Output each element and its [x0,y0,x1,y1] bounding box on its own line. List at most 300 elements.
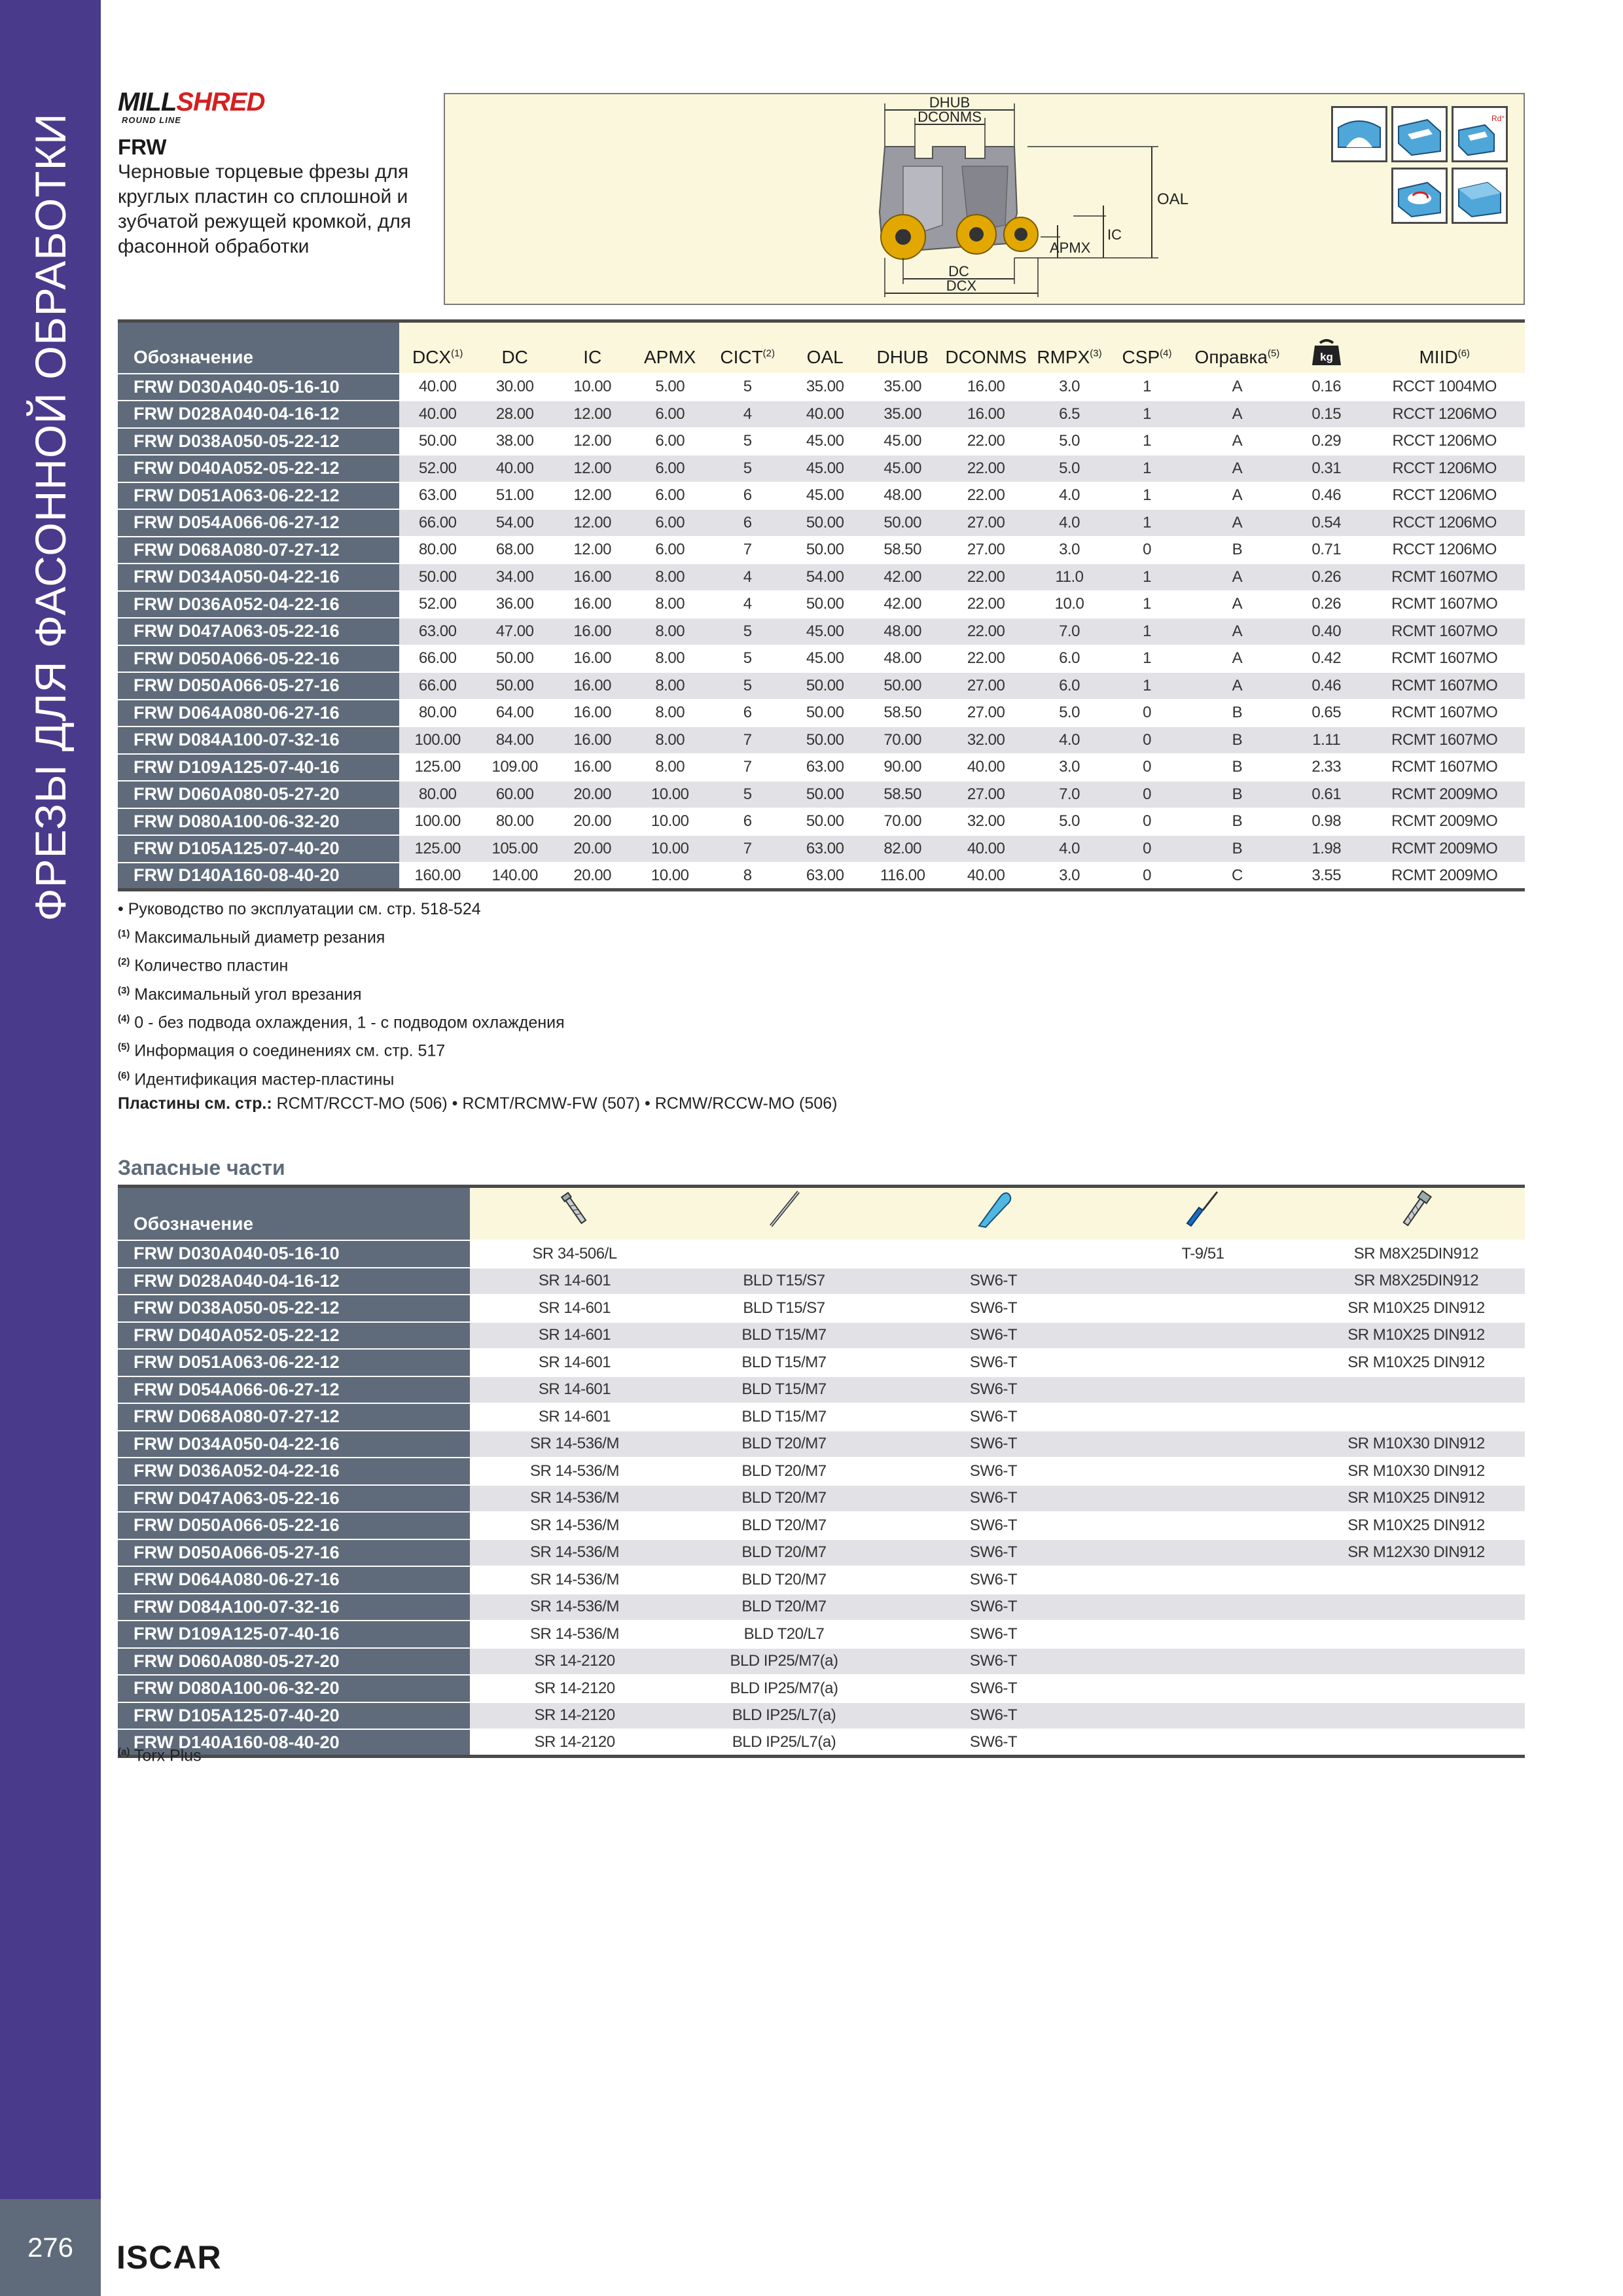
table-cell: 125.00 [399,754,476,781]
table-cell: 5 [709,781,787,808]
millshred-logo: MILLSHRED ROUND LINE [118,88,265,125]
table-cell: 8.00 [631,754,709,781]
table-cell: 50.00 [786,700,864,727]
table-cell: 52.00 [399,591,476,619]
table-cell: 0 [1108,754,1186,781]
dconms-label: DCONMS [918,109,982,125]
table-cell: 7 [709,537,787,564]
table-cell: 22.00 [941,645,1030,673]
table-cell: 4.0 [1031,726,1109,754]
table-cell: 20.00 [554,808,632,836]
row-designation: FRW D051A063-06-22-12 [118,1349,470,1376]
table-cell: 2.33 [1289,754,1364,781]
table-cell: 27.00 [941,537,1030,564]
table-cell: B [1186,808,1289,836]
table-cell: BLD T15/M7 [679,1403,889,1431]
table-cell: 116.00 [864,863,942,890]
table-cell: 20.00 [554,863,632,890]
table-cell: 27.00 [941,509,1030,537]
table-cell: 12.00 [554,537,632,564]
table-cell: BLD T20/M7 [679,1458,889,1485]
table-cell: RCMT 1607MO [1364,564,1525,591]
table-cell: 0.65 [1289,700,1364,727]
table-cell: 50.00 [476,672,554,700]
table-cell: 0 [1108,726,1186,754]
table-cell: 1 [1108,618,1186,645]
header-rmpx: RMPX$^{(3)}$ [1031,321,1109,374]
table-row [118,1485,1525,1513]
table-row [118,1268,1525,1295]
table-cell: 36.00 [476,591,554,619]
table-cell: 58.50 [864,781,942,808]
table-cell: SW6-T [889,1512,1098,1539]
table-cell: RCMT 2009MO [1364,863,1525,890]
table-cell: 22.00 [941,564,1030,591]
table-cell: 45.00 [864,428,942,456]
table-cell: 16.00 [554,591,632,619]
table-cell: 1 [1108,509,1186,537]
table-row [118,537,1525,564]
oal-label: OAL [1157,190,1189,208]
row-designation: FRW D068A080-07-27-12 [118,1403,470,1431]
note-line: $^{(3)}$ Максимальный угол врезания [118,984,362,1003]
table-row [118,1240,1525,1268]
insert-screw-icon [470,1187,679,1241]
table-cell: BLD T20/M7 [679,1539,889,1567]
table-cell: 10.00 [554,374,632,401]
torx-key-icon [679,1187,889,1241]
table-row [118,835,1525,863]
table-cell: 6.00 [631,455,709,482]
table-cell: 70.00 [864,808,942,836]
table-cell: 35.00 [864,374,942,401]
table-cell: 6.0 [1031,645,1109,673]
slot-machining-icon [1391,106,1448,162]
table-cell: BLD T20/M7 [679,1594,889,1621]
table-cell: SW6-T [889,1349,1098,1376]
table-cell: RCMT 1607MO [1364,618,1525,645]
table-cell: SW6-T [889,1702,1098,1730]
table-cell: BLD IP25/L7(a) [679,1702,889,1730]
table-cell: 12.00 [554,401,632,428]
table-cell: RCMT 2009MO [1364,781,1525,808]
table-cell: 6 [709,808,787,836]
table-cell: 45.00 [786,618,864,645]
table-cell [1098,1512,1308,1539]
table-cell: 0.42 [1289,645,1364,673]
table-cell: SR 14-601 [470,1349,679,1376]
table-row [118,1376,1525,1404]
table-cell: 6.00 [631,537,709,564]
table-cell [1098,1376,1308,1404]
table-cell: 48.00 [864,645,942,673]
table-cell: 63.00 [786,754,864,781]
table-cell: RCMT 1607MO [1364,754,1525,781]
dhub-label: DHUB [929,94,971,111]
header-dc: DC [476,321,554,374]
table-cell [1098,1431,1308,1458]
table-cell: 10.00 [631,863,709,890]
table-cell [1308,1403,1525,1431]
table-cell: 40.00 [399,401,476,428]
table-cell: 16.00 [941,374,1030,401]
table-cell: 50.00 [399,564,476,591]
table-cell: 6.00 [631,482,709,510]
screwdriver-icon [1098,1187,1308,1241]
table-cell: SW6-T [889,1485,1098,1513]
weight-icon [1289,321,1364,374]
table-cell: 3.0 [1031,537,1109,564]
table-cell: SR 14-536/M [470,1539,679,1567]
table-cell: 8.00 [631,591,709,619]
table-cell: 58.50 [864,700,942,727]
row-designation: FRW D080A100-06-32-20 [118,808,399,836]
table-cell: SR M8X25DIN912 [1308,1268,1525,1295]
table-cell: 4 [709,564,787,591]
table-cell: 8.00 [631,726,709,754]
table-cell: 6.0 [1031,672,1109,700]
table-cell: 52.00 [399,455,476,482]
table-cell: 16.00 [554,700,632,727]
table-cell: 10.00 [631,835,709,863]
table-cell: 63.00 [786,863,864,890]
table-cell: 22.00 [941,428,1030,456]
table-cell: 50.00 [864,672,942,700]
product-code: FRW [118,135,167,159]
table-cell: RCMT 1607MO [1364,591,1525,619]
table-cell: 8.00 [631,618,709,645]
table-cell: 3.0 [1031,863,1109,890]
row-designation: FRW D064A080-06-27-16 [118,1566,470,1594]
table-cell [1098,1458,1308,1485]
table-row [118,1594,1525,1621]
table-cell: A [1186,482,1289,510]
table-cell: RCMT 2009MO [1364,808,1525,836]
tool-drawing [444,93,1525,305]
table-cell: 8.00 [631,564,709,591]
header-cict: CICT$^{(2)}$ [709,321,787,374]
table-cell: SR 14-2120 [470,1729,679,1757]
table-cell [1098,1648,1308,1676]
table-cell: 50.00 [786,781,864,808]
note-line: $^{(2)}$ Количество пластин [118,956,289,975]
table-cell: 3.0 [1031,754,1109,781]
table-cell: 50.00 [786,808,864,836]
table-cell [1098,1539,1308,1567]
table-row [118,1729,1525,1757]
svg-text:Rd°: Rd° [1491,114,1505,123]
table-cell: RCMT 2009MO [1364,835,1525,863]
table-cell: 1.98 [1289,835,1364,863]
table-row [118,1322,1525,1350]
header-designation: Обозначение [118,321,399,374]
table-cell: 0.26 [1289,564,1364,591]
table-cell: 0 [1108,863,1186,890]
table-row [118,509,1525,537]
table-cell: 100.00 [399,726,476,754]
table-cell: 0.31 [1289,455,1364,482]
table-cell: SW6-T [889,1431,1098,1458]
row-designation: FRW D080A100-06-32-20 [118,1675,470,1702]
table-cell: 10.0 [1031,591,1109,619]
table-cell: A [1186,455,1289,482]
row-designation: FRW D030A040-05-16-10 [118,1240,470,1268]
table-cell: SR 14-536/M [470,1512,679,1539]
table-row [118,1648,1525,1676]
table-cell: 5 [709,618,787,645]
table-cell: 4.0 [1031,509,1109,537]
table-cell: SR M10X25 DIN912 [1308,1485,1525,1513]
table-cell: 6.00 [631,509,709,537]
table-cell: RCCT 1206MO [1364,482,1525,510]
row-designation: FRW D105A125-07-40-20 [118,1702,470,1730]
table-cell: 1 [1108,482,1186,510]
table-cell: SR M10X25 DIN912 [1308,1349,1525,1376]
table-cell: 5 [709,428,787,456]
table-cell: 8.00 [631,645,709,673]
table-cell: 4 [709,401,787,428]
table-cell: 45.00 [786,482,864,510]
header-oal: OAL [786,321,864,374]
table-cell: RCCT 1206MO [1364,428,1525,456]
table-cell: 16.00 [554,564,632,591]
row-designation: FRW D047A063-05-22-16 [118,618,399,645]
table-cell: A [1186,509,1289,537]
table-cell: RCMT 1607MO [1364,726,1525,754]
table-cell: 0.29 [1289,428,1364,456]
table-cell: RCMT 1607MO [1364,672,1525,700]
table-cell: SR 14-536/M [470,1566,679,1594]
table-cell: 20.00 [554,781,632,808]
table-cell: SR 14-601 [470,1295,679,1322]
wrench-icon [889,1187,1098,1241]
table-cell: SR 14-601 [470,1322,679,1350]
table-cell: 160.00 [399,863,476,890]
table-cell: 5 [709,455,787,482]
table-cell: 10.00 [631,808,709,836]
table-cell: A [1186,374,1289,401]
table-cell: B [1186,835,1289,863]
table-row [118,591,1525,619]
table-cell: BLD T20/M7 [679,1431,889,1458]
row-designation: FRW D040A052-05-22-12 [118,1322,470,1350]
table-cell: 7.0 [1031,781,1109,808]
ramping-icon [1391,168,1448,224]
row-designation: FRW D060A080-05-27-20 [118,781,399,808]
row-designation: FRW D028A040-04-16-12 [118,1268,470,1295]
table-cell: 1 [1108,564,1186,591]
table-cell: BLD T20/M7 [679,1512,889,1539]
table-row [118,781,1525,808]
table-cell: 45.00 [786,645,864,673]
header-dconms: DCONMS [941,321,1030,374]
torx-plus-footnote: $^{(a)}$ Torx Plus [118,1746,202,1765]
table-cell: B [1186,726,1289,754]
table-cell: 22.00 [941,591,1030,619]
table-cell: 0.54 [1289,509,1364,537]
table-cell: SW6-T [889,1566,1098,1594]
table-cell: 0 [1108,781,1186,808]
table-cell: 5 [709,374,787,401]
table-cell: SR 14-536/M [470,1594,679,1621]
table-cell: 105.00 [476,835,554,863]
table-cell: BLD T15/M7 [679,1349,889,1376]
table-cell: 66.00 [399,509,476,537]
table-cell: 63.00 [786,835,864,863]
table-cell: SR 14-601 [470,1403,679,1431]
row-designation: FRW D105A125-07-40-20 [118,835,399,863]
table-cell: 50.00 [476,645,554,673]
table-row [118,1539,1525,1567]
table-cell: 50.00 [786,537,864,564]
table-cell: BLD T15/M7 [679,1322,889,1350]
table-cell: 1 [1108,645,1186,673]
row-designation: FRW D050A066-05-22-16 [118,1512,470,1539]
table-cell: SW6-T [889,1621,1098,1648]
table-cell: T-9/51 [1098,1240,1308,1268]
table-cell: 50.00 [786,509,864,537]
table-cell [1098,1621,1308,1648]
table-cell: 0.46 [1289,672,1364,700]
table-cell: 70.00 [864,726,942,754]
table-cell: 0.16 [1289,374,1364,401]
table-cell: 90.00 [864,754,942,781]
row-designation: FRW D047A063-05-22-16 [118,1485,470,1513]
table-cell: 20.00 [554,835,632,863]
table-cell: SR 14-601 [470,1268,679,1295]
table-cell: 40.00 [786,401,864,428]
table-cell: 50.00 [786,591,864,619]
profile-machining-icon [1331,106,1387,162]
table-cell: 12.00 [554,428,632,456]
table-cell: SR M10X25 DIN912 [1308,1295,1525,1322]
table-cell: B [1186,781,1289,808]
table-cell: 68.00 [476,537,554,564]
note-line: $^{(1)}$ Максимальный диаметр резания [118,928,385,947]
row-designation: FRW D028A040-04-16-12 [118,401,399,428]
notes [118,897,565,1092]
clamping-screw-icon [1308,1187,1525,1241]
header-csp: CSP$^{(4)}$ [1108,321,1186,374]
table-cell: 140.00 [476,863,554,890]
table-cell: 1 [1108,374,1186,401]
table-cell: 0 [1108,808,1186,836]
table-cell: 42.00 [864,591,942,619]
inserts-reference: Пластины см. стр.: RCMT/RCCT-MO (506) • RCMT/RCMW-FW (507) • RCMW/RCCW-MO (506) [118,1094,838,1113]
table-cell: RCMT 1607MO [1364,645,1525,673]
row-designation: FRW D038A050-05-22-12 [118,1295,470,1322]
table-row [118,482,1525,510]
table-cell: BLD T20/M7 [679,1566,889,1594]
table-cell: 0.26 [1289,591,1364,619]
table-cell [1098,1485,1308,1513]
table-cell: 0.61 [1289,781,1364,808]
table-cell: SR 14-536/M [470,1485,679,1513]
table-cell [1308,1566,1525,1594]
table-cell: 22.00 [941,455,1030,482]
table-cell [1308,1594,1525,1621]
table-cell: 5.0 [1031,808,1109,836]
table-cell: SW6-T [889,1458,1098,1485]
table-cell: 6.00 [631,428,709,456]
table-cell: RCCT 1206MO [1364,537,1525,564]
table-cell: 5.0 [1031,455,1109,482]
table-cell: 0.98 [1289,808,1364,836]
table-cell: SW6-T [889,1729,1098,1757]
table-cell: SR M10X30 DIN912 [1308,1431,1525,1458]
table-cell [1098,1675,1308,1702]
table-cell: 0 [1108,835,1186,863]
table-row [118,754,1525,781]
row-designation: FRW D068A080-07-27-12 [118,537,399,564]
table-row [118,428,1525,456]
table-cell: A [1186,401,1289,428]
table-cell: 16.00 [554,726,632,754]
table-row [118,1512,1525,1539]
table-cell [1098,1566,1308,1594]
table-cell: 51.00 [476,482,554,510]
header-оправка: Оправка$^{(5)}$ [1186,321,1289,374]
table-cell: SR 14-2120 [470,1702,679,1730]
row-designation: FRW D036A052-04-22-16 [118,591,399,619]
main-table [118,319,1525,891]
table-cell: 3.55 [1289,863,1364,890]
table-cell: 5.0 [1031,700,1109,727]
table-cell: SR M10X25 DIN912 [1308,1512,1525,1539]
table-cell: 0 [1108,700,1186,727]
table-cell: A [1186,564,1289,591]
table-cell [1098,1322,1308,1350]
table-cell: 66.00 [399,645,476,673]
table-cell: 63.00 [399,482,476,510]
table-cell: 6.5 [1031,401,1109,428]
table-cell: SW6-T [889,1322,1098,1350]
dc-label: DC [948,263,969,279]
table-row [118,1702,1525,1730]
table-row [118,863,1525,890]
table-cell [1098,1349,1308,1376]
table-row [118,618,1525,645]
table-cell: BLD T15/S7 [679,1268,889,1295]
table-cell: RCCT 1004MO [1364,374,1525,401]
table-cell: 32.00 [941,726,1030,754]
table-cell: 40.00 [399,374,476,401]
table-cell: BLD T20/L7 [679,1621,889,1648]
table-cell: 35.00 [864,401,942,428]
row-designation: FRW D084A100-07-32-16 [118,1594,470,1621]
table-cell: 1 [1108,672,1186,700]
table-cell: SR 14-536/M [470,1458,679,1485]
table-cell: 58.50 [864,537,942,564]
table-cell: 12.00 [554,455,632,482]
row-designation: FRW D140A160-08-40-20 [118,863,399,890]
table-cell: 1 [1108,455,1186,482]
table-cell: 5.00 [631,374,709,401]
note-line: • Руководство по эксплуатации см. стр. 518-524 [118,900,481,918]
table-cell [1308,1729,1525,1757]
table-cell: A [1186,645,1289,673]
table-cell: 80.00 [399,537,476,564]
table-cell: 4 [709,591,787,619]
table-cell: 16.00 [554,672,632,700]
table-cell: 40.00 [941,863,1030,890]
table-cell: 7 [709,726,787,754]
header-dcx: DCX$^{(1)}$ [399,321,476,374]
table-cell: SR M8X25DIN912 [1308,1240,1525,1268]
table-cell: 11.0 [1031,564,1109,591]
table-cell: SR 14-2120 [470,1675,679,1702]
note-line: $^{(4)}$ 0 - без подвода охлаждения, 1 - с подводом охлаждения [118,1013,565,1032]
